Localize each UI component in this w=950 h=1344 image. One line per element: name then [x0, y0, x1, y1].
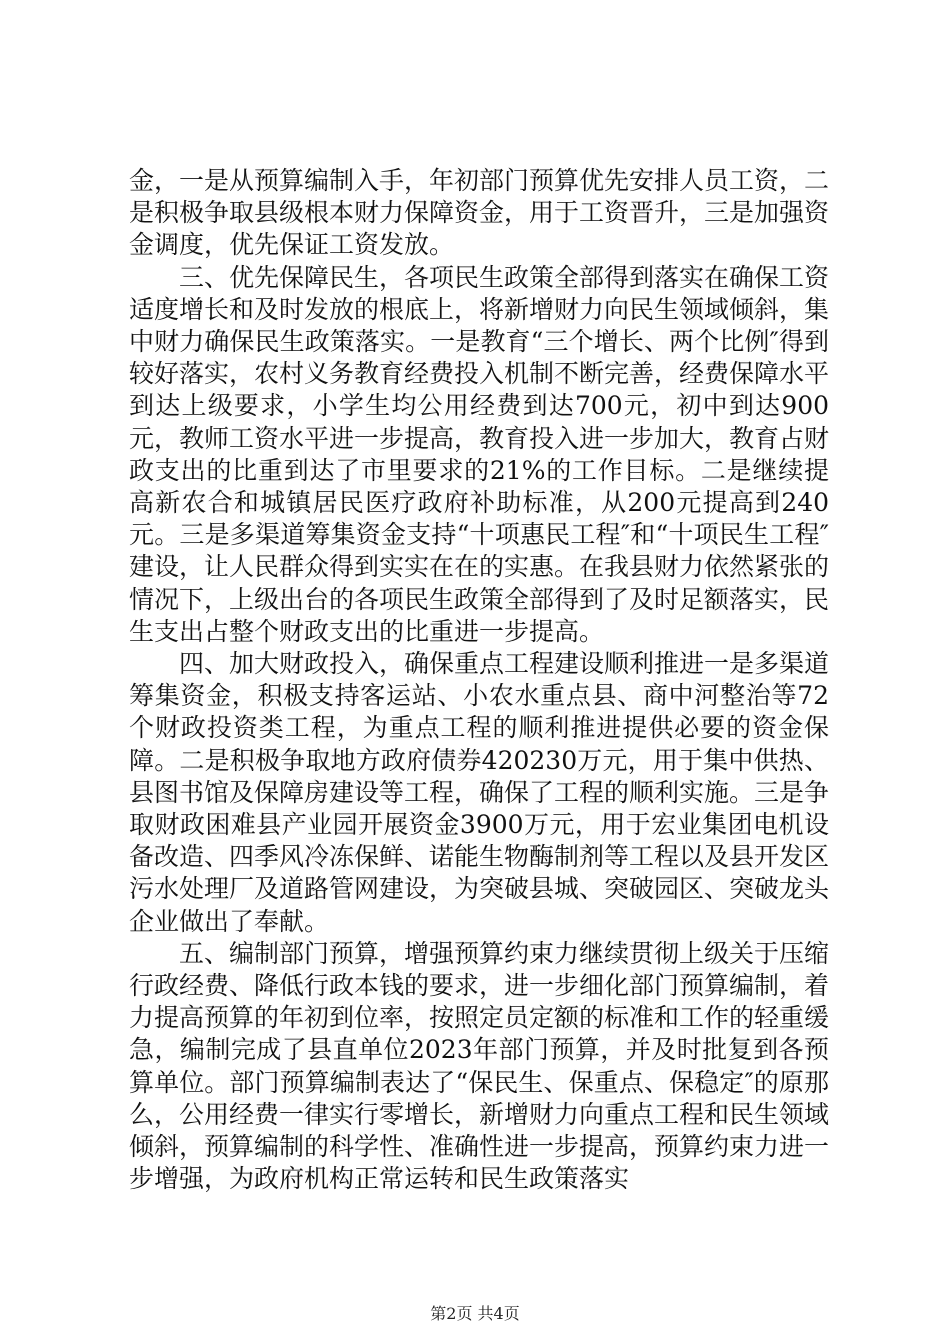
paragraph-section-3: 三、优先保障民生，各项民生政策全部得到落实在确保工资适度增长和及时发放的根底上，将新增财力向民生领域倾斜，集中财力确保民生政策落实。一是教育“三个增长、两个比例″得到较好落实，农村义务教育经费投入机制不断完善，经费保障水平到达上级要求，小学生均公用经费到达700元，初中到达900元，教师工资水平进一步提高，教育投入进一步加大，教育占财政支出的比重到达了市里要求的21%的工作目标。二是继续提高新农合和城镇居民医疗政府补助标准，从200元提高到240元。三是多渠道筹集资金支持“十项惠民工程″和“十项民生工程″建设，让人民群众得到实实在在的实惠。在我县财力依然紧张的情况下，上级出台的各项民生政策全部得到了及时足额落实，民生支出占整个财政支出的比重进一步提高。: [129, 262, 830, 646]
page-footer: 第2页 共4页: [430, 1304, 520, 1323]
paragraph-section-5: 五、编制部门预算，增强预算约束力继续贯彻上级关于压缩行政经费、降低行政本钱的要求，进一步细化部门预算编制，着力提高预算的年初到位率，按照定员定额的标准和工作的轻重缓急，编制完成了县直单位2023年部门预算，并及时批复到各预算单位。部门预算编制表达了“保民生、保重点、保稳定″的原那么，公用经费一律实行零增长，新增财力向重点工程和民生领域倾斜，预算编制的科学性、准确性进一步提高，预算约束力进一步增强，为政府机构正常运转和民生政策落实: [129, 938, 830, 1194]
document-body: [129, 165, 829, 1196]
paragraph-continuation: 金，一是从预算编制入手，年初部门预算优先安排人员工资，二是积极争取县级根本财力保障资金，用于工资晋升，三是加强资金调度，优先保证工资发放。: [129, 166, 830, 260]
paragraph-section-4: 四、加大财政投入，确保重点工程建设顺利推进一是多渠道筹集资金，积极支持客运站、小农水重点县、商中河整治等72个财政投资类工程，为重点工程的顺利推进提供必要的资金保障。二是积极争取地方政府债券420230万元，用于集中供热、县图书馆及保障房建设等工程，确保了工程的顺利实施。三是争取财政困难县产业园开展资金3900万元，用于宏业集团电机设备改造、四季风冷冻保鲜、诺能生物酶制剂等工程以及县开发区污水处理厂及道路管网建设，为突破县城、突破园区、突破龙头企业做出了奉献。: [129, 649, 830, 936]
